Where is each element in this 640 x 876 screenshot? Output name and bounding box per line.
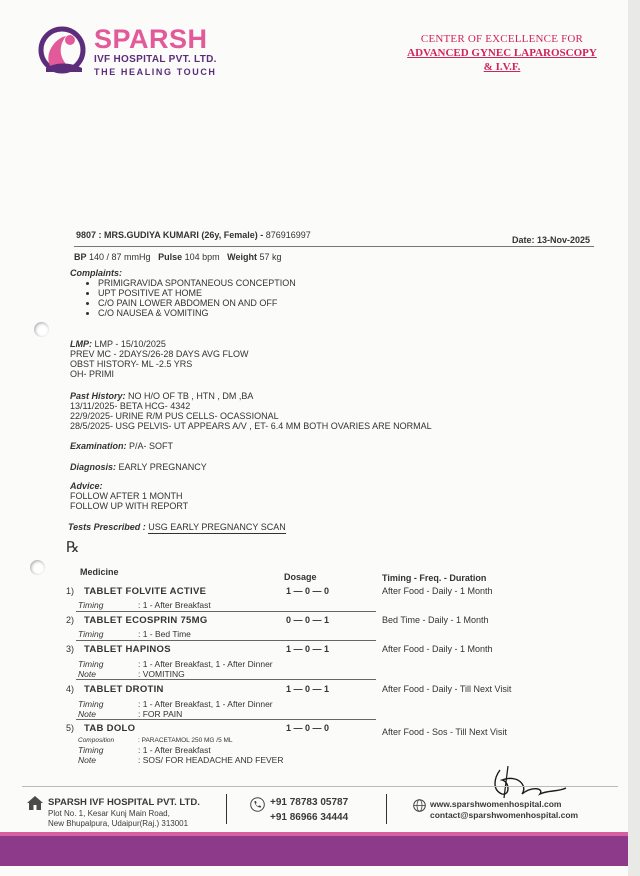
medicine-dose: 1 — 0 — 1 bbox=[286, 644, 330, 654]
lmp-line: PREV MC - 2DAYS/26-28 DAYS AVG FLOW bbox=[70, 349, 249, 359]
address-line: New Bhupalpura, Udaipur(Raj.) 313001 bbox=[48, 819, 189, 828]
footer-website: www.sparshwomenhospital.com bbox=[430, 799, 562, 809]
timing-value: : 1 - After Breakfast, 1 - After Dinner bbox=[138, 699, 273, 709]
dosage-header: Dosage bbox=[284, 572, 317, 582]
timing-value: : 1 - After Breakfast bbox=[138, 745, 211, 755]
medicine-number: 3) bbox=[66, 644, 75, 654]
center-line-2: ADVANCED GYNEC LAPAROSCOPY bbox=[407, 47, 597, 59]
medicine-dose: 0 — 0 — 1 bbox=[286, 615, 330, 625]
center-line-3: & I.V.F. bbox=[483, 61, 521, 73]
diagnosis-value: EARLY PREGNANCY bbox=[118, 462, 207, 472]
weight-value: 57 kg bbox=[259, 252, 282, 262]
timing-label: Timing bbox=[78, 745, 104, 755]
past-history-value: NO H/O OF TB , HTN , DM ,BA bbox=[128, 391, 254, 401]
medicine-timing: After Food - Daily - Till Next Visit bbox=[382, 684, 512, 694]
advice-heading: Advice: bbox=[70, 481, 103, 491]
footer-separator bbox=[386, 794, 387, 824]
lmp-value: LMP - 15/10/2025 bbox=[94, 339, 166, 349]
timing-value: : 1 - After Breakfast bbox=[138, 600, 211, 610]
lmp-line: OH- PRIMI bbox=[70, 369, 114, 379]
lmp-heading: LMP: bbox=[70, 339, 92, 349]
medicine-number: 1) bbox=[66, 586, 75, 596]
patient-line bbox=[76, 230, 311, 240]
complaints-list bbox=[70, 278, 296, 318]
advice-section bbox=[70, 481, 188, 511]
medicine-name: TABLET HAPINOS bbox=[84, 644, 171, 655]
brand-name: SPARSH bbox=[94, 24, 208, 54]
lmp-section bbox=[70, 339, 249, 379]
timing-detail bbox=[78, 629, 191, 639]
punch-hole bbox=[34, 322, 49, 337]
note-value: : VOMITING bbox=[138, 669, 185, 679]
note-value: : SOS/ FOR HEADACHE AND FEVER bbox=[138, 755, 284, 765]
past-history-heading: Past History: bbox=[70, 391, 126, 401]
bp-label: BP bbox=[74, 252, 87, 262]
rx-symbol: ℞ bbox=[66, 538, 80, 556]
note-label: Note bbox=[78, 669, 96, 679]
timing-detail bbox=[78, 659, 273, 669]
history-line: 22/9/2025- URINE R/M PUS CELLS- OCASSIONAL bbox=[70, 411, 279, 421]
phone-icon bbox=[250, 797, 265, 812]
globe-icon bbox=[413, 799, 426, 812]
patient-name: 9807 : MRS.GUDIYA KUMARI (26y, Female) - bbox=[76, 230, 266, 240]
footer-separator bbox=[226, 794, 227, 824]
medicine-name: TAB DOLO bbox=[84, 723, 136, 734]
medicine-timing: Bed Time - Daily - 1 Month bbox=[382, 615, 489, 625]
footer-org: SPARSH IVF HOSPITAL PVT. LTD. bbox=[48, 797, 200, 808]
timing-detail bbox=[78, 745, 211, 755]
medicine-dose: 1 — 0 — 0 bbox=[286, 586, 330, 596]
row-divider bbox=[76, 719, 376, 720]
medicine-name: TABLET FOLVITE ACTIVE bbox=[84, 586, 207, 597]
note-label: Note bbox=[78, 755, 96, 765]
patient-phone: 876916997 bbox=[265, 230, 311, 240]
timing-detail bbox=[78, 600, 211, 610]
vitals bbox=[74, 252, 282, 262]
timing-label: Timing bbox=[78, 600, 104, 610]
timing-label: Timing bbox=[78, 629, 104, 639]
pulse-label: Pulse bbox=[158, 252, 183, 262]
doctor-signature bbox=[488, 764, 568, 804]
list-item: • UPT POSITIVE AT HOME bbox=[98, 288, 296, 298]
timing-label: Timing bbox=[78, 699, 104, 709]
medicine-name: TABLET ECOSPRIN 75MG bbox=[84, 615, 208, 626]
footer-phone-1: +91 78783 05787 bbox=[270, 797, 349, 808]
address-line: Plot No. 1, Kesar Kunj Main Road, bbox=[48, 809, 170, 818]
timing-value: : 1 - Bed Time bbox=[138, 629, 191, 639]
diagnosis-heading: Diagnosis: bbox=[70, 462, 117, 472]
medicine-timing: After Food - Daily - 1 Month bbox=[382, 586, 493, 596]
medicine-timing: After Food - Daily - 1 Month bbox=[382, 644, 493, 654]
center-line-1: CENTER OF EXCELLENCE FOR bbox=[420, 33, 584, 45]
pulse-value: 104 bpm bbox=[184, 252, 220, 262]
lmp-line: OBST HISTORY- ML -2.5 YRS bbox=[70, 359, 193, 369]
medicine-name: TABLET DROTIN bbox=[84, 684, 164, 695]
page-edge bbox=[628, 0, 640, 876]
footer-email: contact@sparshwomenhospital.com bbox=[430, 810, 579, 820]
weight-label: Weight bbox=[227, 252, 257, 262]
advice-line: FOLLOW UP WITH REPORT bbox=[70, 501, 189, 511]
medicine-number: 5) bbox=[66, 723, 75, 733]
list-item: • C/O NAUSEA & VOMITING bbox=[98, 308, 296, 318]
advice-line: FOLLOW AFTER 1 MONTH bbox=[70, 491, 183, 501]
medicine-timing: After Food - Sos - Till Next Visit bbox=[382, 727, 507, 737]
timing-detail bbox=[78, 699, 273, 709]
visit-date: Date: 13-Nov-2025 bbox=[512, 235, 591, 245]
brand-tagline: THE HEALING TOUCH bbox=[94, 67, 217, 77]
footer-address bbox=[48, 809, 188, 829]
sparsh-logo-icon bbox=[36, 26, 88, 78]
center-of-excellence bbox=[392, 32, 612, 74]
divider bbox=[74, 246, 594, 247]
list-item: • C/O PAIN LOWER ABDOMEN ON AND OFF bbox=[98, 298, 296, 308]
timing-value: : 1 - After Breakfast, 1 - After Dinner bbox=[138, 659, 273, 669]
row-divider bbox=[76, 679, 376, 680]
note-detail bbox=[78, 669, 185, 679]
diagnosis-section bbox=[70, 462, 207, 472]
home-icon bbox=[26, 795, 44, 811]
row-divider bbox=[76, 640, 376, 641]
tests-heading: Tests Prescribed : bbox=[68, 522, 146, 532]
history-line: 13/11/2025- BETA HCG- 4342 bbox=[70, 401, 191, 411]
examination-section bbox=[70, 441, 173, 451]
medicine-dose: 1 — 0 — 1 bbox=[286, 684, 330, 694]
medicine-dose: 1 — 0 — 0 bbox=[286, 723, 330, 733]
footer-purple-band bbox=[0, 836, 628, 866]
note-detail bbox=[78, 709, 182, 719]
note-label: Note bbox=[78, 709, 96, 719]
medicine-header: Medicine bbox=[80, 567, 119, 577]
history-line: 28/5/2025- USG PELVIS- UT APPEARS A/V , ET- 6.4 MM BOTH OVARIES ARE NORMAL bbox=[70, 421, 432, 431]
brand-subtitle: IVF HOSPITAL PVT. LTD. bbox=[94, 54, 217, 65]
timing-label: Timing bbox=[78, 659, 104, 669]
medicine-number: 2) bbox=[66, 615, 75, 625]
punch-hole bbox=[30, 560, 45, 575]
bp-value: 140 / 87 mmHg bbox=[89, 252, 151, 262]
complaints-heading: Complaints: bbox=[70, 268, 123, 278]
examination-heading: Examination: bbox=[70, 441, 127, 451]
timing-header: Timing - Freq. - Duration bbox=[382, 573, 487, 583]
brand-block bbox=[94, 24, 217, 79]
row-divider bbox=[76, 611, 376, 612]
footer-phone-2: +91 86966 34444 bbox=[270, 812, 349, 823]
examination-value: P/A- SOFT bbox=[129, 441, 174, 451]
footer-divider bbox=[22, 786, 618, 787]
list-item: • PRIMIGRAVIDA SPONTANEOUS CONCEPTION bbox=[98, 278, 296, 288]
complaints-section bbox=[70, 268, 296, 318]
medicine-number: 4) bbox=[66, 684, 75, 694]
composition-value: : PARACETAMOL 250 MG /5 ML bbox=[138, 737, 233, 744]
note-value: : FOR PAIN bbox=[138, 709, 183, 719]
composition-detail bbox=[78, 737, 233, 744]
tests-value: USG EARLY PREGNANCY SCAN bbox=[148, 522, 286, 532]
note-detail bbox=[78, 755, 283, 765]
past-history-section bbox=[70, 391, 432, 431]
composition-label: Composition bbox=[78, 737, 115, 744]
tests-prescribed bbox=[68, 522, 286, 532]
